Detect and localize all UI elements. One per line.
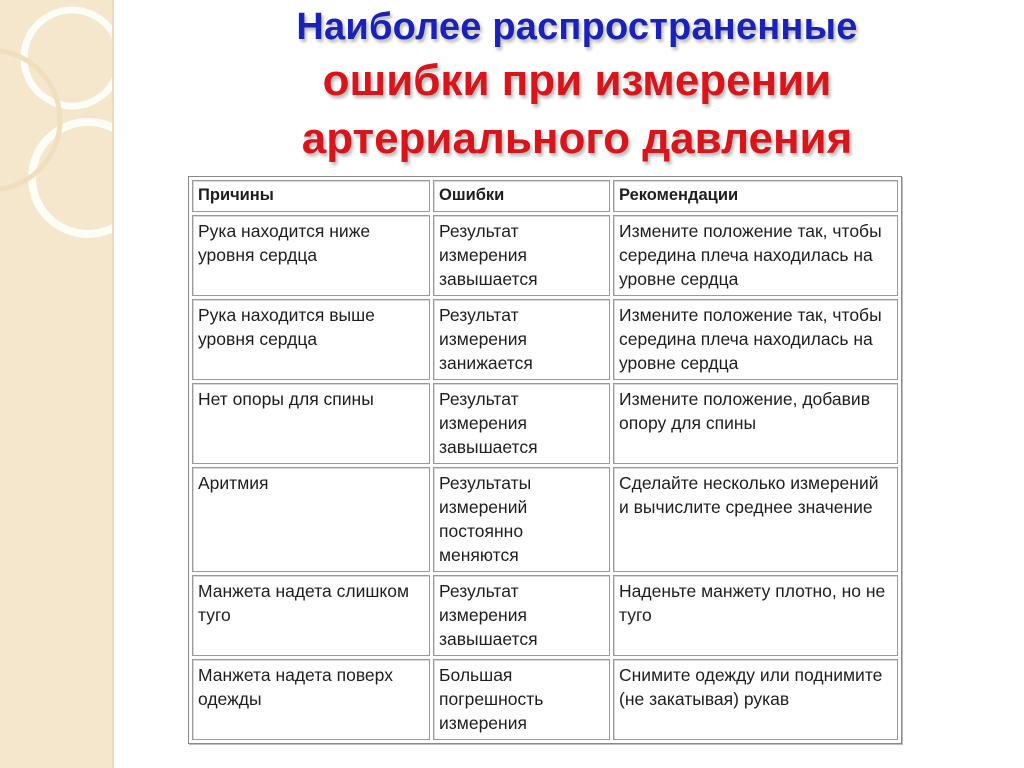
header-recommendations: Рекомендации bbox=[613, 180, 898, 212]
title-line-1: Наиболее распространенные bbox=[296, 6, 858, 48]
decorative-side-band bbox=[0, 0, 114, 768]
header-causes: Причины bbox=[192, 180, 430, 212]
cell-recommendation: Наденьте манжету плотно, но не туго bbox=[613, 575, 898, 656]
cell-error: Результат измерения завышается bbox=[433, 383, 610, 464]
decorative-circles bbox=[0, 0, 112, 768]
errors-table bbox=[188, 176, 902, 744]
title-line-3: артериального давления bbox=[301, 114, 853, 163]
title-line-2: ошибки при измерении bbox=[322, 56, 832, 105]
table-row bbox=[192, 383, 898, 464]
cell-cause: Манжета надета слишком туго bbox=[192, 575, 430, 656]
cell-cause: Рука находится выше уровня сердца bbox=[192, 299, 430, 380]
cell-error: Результат измерения завышается bbox=[433, 575, 610, 656]
cell-recommendation: Измените положение так, чтобы середина плеча находилась на уровне сердца bbox=[613, 215, 898, 296]
cell-error: Большая погрешность измерения bbox=[433, 659, 610, 740]
cell-error: Результат измерения занижается bbox=[433, 299, 610, 380]
table-row bbox=[192, 467, 898, 572]
cell-recommendation: Снимите одежду или поднимите (не закатывая) рукав bbox=[613, 659, 898, 740]
cell-recommendation: Измените положение так, чтобы середина плеча находилась на уровне сердца bbox=[613, 299, 898, 380]
cell-cause: Манжета надета поверх одежды bbox=[192, 659, 430, 740]
cell-cause: Аритмия bbox=[192, 467, 430, 572]
cell-cause: Нет опоры для спины bbox=[192, 383, 430, 464]
table-row bbox=[192, 659, 898, 740]
cell-recommendation: Сделайте несколько измерений и вычислите среднее значение bbox=[613, 467, 898, 572]
table-row bbox=[192, 299, 898, 380]
header-errors: Ошибки bbox=[433, 180, 610, 212]
cell-cause: Рука находится ниже уровня сердца bbox=[192, 215, 430, 296]
table-row bbox=[192, 215, 898, 296]
table-header-row bbox=[192, 180, 898, 212]
cell-error: Результат измерения завышается bbox=[433, 215, 610, 296]
cell-error: Результаты измерений постоянно меняются bbox=[433, 467, 610, 572]
cell-recommendation: Измените положение, добавив опору для спины bbox=[613, 383, 898, 464]
table-row bbox=[192, 575, 898, 656]
